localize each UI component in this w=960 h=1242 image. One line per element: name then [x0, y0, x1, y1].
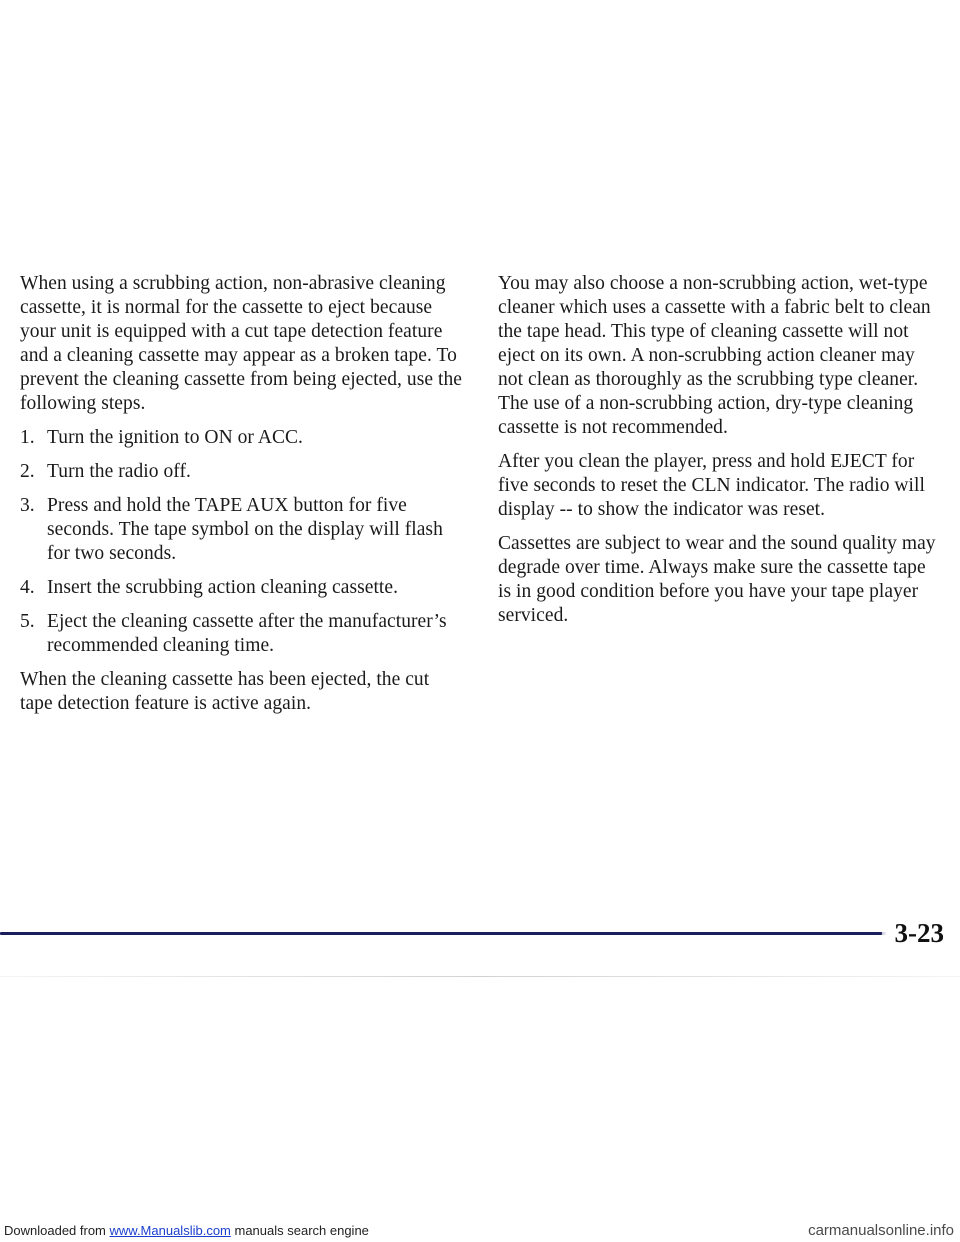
step-number: 5. [20, 611, 35, 632]
step-item [20, 494, 465, 566]
body-paragraph: After you clean the player, press and hold EJECT for five seconds to reset the CLN indicator. The radio will display -- to show the indicator was reset. [498, 451, 925, 520]
intro-paragraph: When using a scrubbing action, non-abrasive cleaning cassette, it is normal for the cassette to eject because your unit is equipped with a cut tape detection feature and a cleaning cassette may appear as a broken tape. To prevent the cleaning cassette from being ejected, use the following steps. [20, 273, 462, 414]
step-text: Press and hold the TAPE AUX button for five seconds. The tape symbol on the display will flash for two seconds. [47, 495, 443, 564]
step-item [20, 426, 465, 450]
step-item [20, 460, 465, 484]
scan-divider [0, 976, 960, 977]
footer-prefix: Downloaded from [4, 1223, 110, 1238]
footer-suffix: manuals search engine [230, 1223, 369, 1238]
manualslib-link[interactable]: www.Manualslib.com [109, 1223, 231, 1238]
watermark-text: carmanualsonline.info [808, 1222, 954, 1239]
body-paragraph: You may also choose a non-scrubbing action, wet-type cleaner which uses a cassette with a fabric belt to clean the tape head. This type of cleaning cassette will not eject on its own. A non-scrubbing action cleaner may not clean as thoroughly as the scrubbing type cleaner. The use of a non-scrubbing action, dry-type cleaning cassette is not recommended. [498, 273, 931, 438]
step-number: 4. [20, 577, 35, 598]
step-number: 2. [20, 461, 35, 482]
body-paragraph: Cassettes are subject to wear and the sound quality may degrade over time. Always make sure the cassette tape is in good condition before you have your tape player serviced. [498, 533, 936, 626]
step-number: 1. [20, 427, 35, 448]
step-text: Eject the cleaning cassette after the manufacturer’s recommended cleaning time. [47, 611, 447, 656]
download-footer [4, 1223, 369, 1238]
outro-paragraph: When the cleaning cassette has been ejected, the cut tape detection feature is active again. [20, 669, 430, 714]
step-item [20, 576, 465, 600]
step-item [20, 610, 465, 658]
step-text: Turn the radio off. [47, 461, 191, 482]
left-column [20, 272, 465, 726]
step-number: 3. [20, 495, 35, 516]
right-column [498, 272, 938, 638]
step-text: Insert the scrubbing action cleaning cassette. [47, 577, 399, 598]
page-number: 3-23 [894, 918, 944, 948]
step-text: Turn the ignition to ON or ACC. [47, 427, 303, 448]
section-rule [0, 932, 882, 935]
